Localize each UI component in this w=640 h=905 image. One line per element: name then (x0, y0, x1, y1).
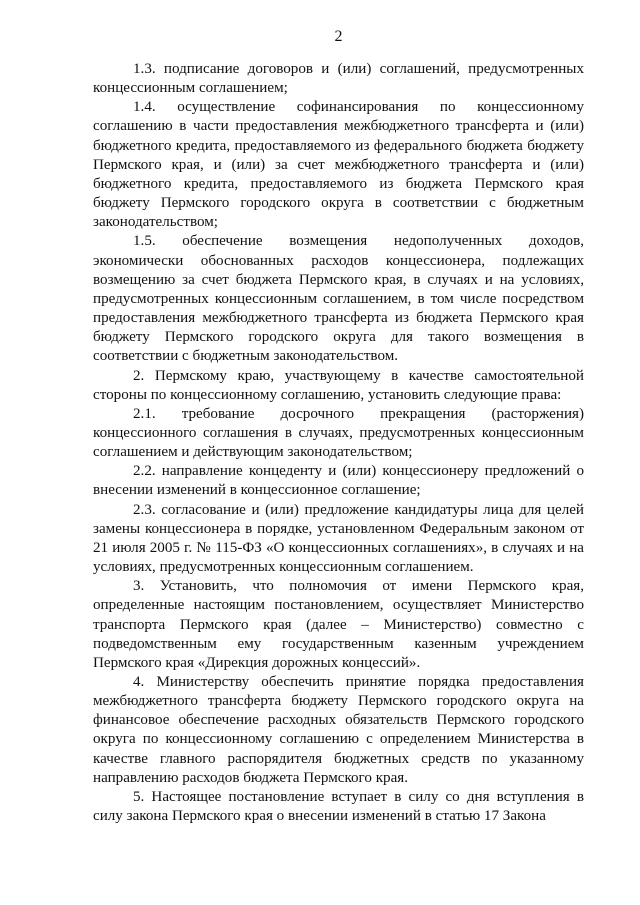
paragraph-2-3: 2.3. согласование и (или) предложение кандидатуры лица для целей замены концессионера в порядке, установленном Федеральным законом от 21 июля 2005 г. № 115-ФЗ «О концессионных соглашениях», в случаях и на условиях, предусмотренных концессионным соглашением. (93, 501, 584, 576)
paragraph-3: 3. Установить, что полномочия от имени Пермского края, определенные настоящим постановлением, осуществляет Министерство транспорта Пермского края (далее – Министерство) совместно с подведомственным ему государственным казенным учреждением Пермского края «Дирекция дорожных концессий». (93, 578, 584, 671)
paragraph-1-4: 1.4. осуществление софинансирования по концессионному соглашению в части предоставления межбюджетного трансферта и (или) бюджетного кредита, предоставляемого из федерального бюджета бюджету Пермского края, и (или) за счет межбюджетного трансферта и (или) бюджетного кредита, предоставляемого из бюджета Пермского края бюджету Пермского городского округа в соответствии с бюджетным законодательством; (93, 99, 584, 231)
page-number: 2 (334, 28, 343, 45)
paragraph-2: 2. Пермскому краю, участвующему в качестве самостоятельной стороны по концессионному соглашению, установить следующие права: (93, 367, 584, 403)
paragraph-2-2: 2.2. направление концеденту и (или) концессионеру предложений о внесении изменений в концессионное соглашение; (93, 463, 584, 499)
paragraph-2-1: 2.1. требование досрочного прекращения (расторжения) концессионного соглашения в случаях, предусмотренных концессионным соглашением и действующим законодательством; (93, 405, 584, 461)
document-body (93, 60, 584, 826)
paragraph-4: 4. Министерству обеспечить принятие порядка предоставления межбюджетного трансферта бюджету Пермского городского округа на финансовое обеспечение расходных обязательств Пермского городского округа по концессионному соглашению с определением Министерства в качестве главного распорядителя бюджетных средств по указанному направлению расходов бюджета Пермского края. (93, 674, 584, 786)
paragraph-1-5: 1.5. обеспечение возмещения недополученных доходов, экономически обоснованных расходов концессионера, подлежащих возмещению за счет бюджета Пермского края, в случаях и на условиях, предусмотренных концессионным соглашением, в том числе посредством предоставления межбюджетного трансферта из бюджета Пермского края бюджету Пермского городского округа для такого возмещения в соответствии с бюджетным законодательством. (93, 233, 584, 365)
paragraph-1-3: 1.3. подписание договоров и (или) соглашений, предусмотренных концессионным соглашением; (93, 61, 584, 97)
paragraph-5: 5. Настоящее постановление вступает в силу со дня вступления в силу закона Пермского края о внесении изменений в статью 17 Закона (93, 788, 584, 825)
